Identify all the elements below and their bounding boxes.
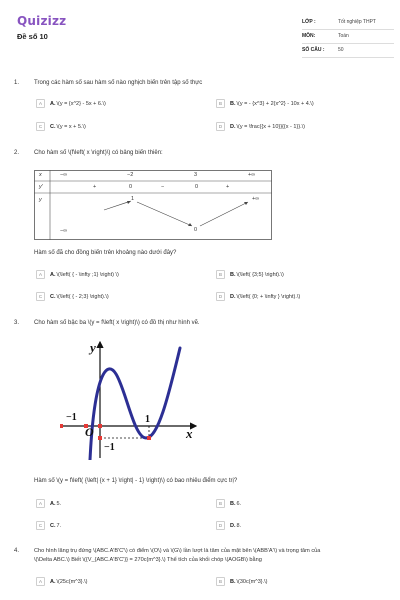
meta-key: SỐ CÂU :	[302, 47, 325, 53]
option-box: B	[216, 499, 225, 508]
option-text: \(y = x + 5.\)	[56, 123, 86, 130]
table-x-value: +∞	[248, 172, 256, 178]
option-d[interactable]	[216, 120, 305, 133]
option-b[interactable]	[216, 268, 284, 281]
option-label: A.	[50, 271, 56, 278]
option-text: \(\left( {0; + \infty } \right).\)	[236, 293, 301, 300]
table-y-min: 0	[194, 227, 198, 233]
exam-meta	[302, 16, 394, 58]
option-box: A	[36, 499, 45, 508]
option-b[interactable]	[216, 497, 241, 510]
cubic-graph-svg	[60, 338, 200, 460]
option-d[interactable]	[216, 290, 300, 303]
option-box: D	[216, 521, 225, 530]
meta-row-count	[302, 44, 394, 58]
option-c[interactable]	[36, 120, 86, 133]
option-text: \(\left( { - \infty ;1} \right) \)	[56, 271, 119, 278]
option-box: A	[36, 270, 45, 279]
meta-row-class	[302, 16, 394, 30]
table-yprime-sign: −	[161, 184, 165, 190]
origin-label: O	[85, 425, 94, 439]
meta-key: MÔN:	[302, 33, 316, 39]
option-a[interactable]	[36, 575, 88, 588]
table-yprime-zero: 0	[195, 184, 199, 190]
option-box: D	[216, 122, 225, 131]
option-text: 5.	[56, 500, 62, 507]
option-text: \(y = \frac{{x + 10}}{{x - 1}}.\)	[236, 123, 305, 130]
option-a[interactable]	[36, 268, 119, 281]
option-label: D.	[230, 123, 236, 130]
question-text: Trong các hàm số sau hàm số nào nghịch biến trên tập số thực	[34, 80, 203, 86]
table-y-plus-inf: +∞	[252, 196, 260, 202]
option-box: A	[36, 99, 45, 108]
table-yprime-sign: +	[93, 184, 97, 190]
option-text: 6.	[236, 500, 242, 507]
option-text: 7.	[56, 522, 62, 529]
variation-table	[34, 170, 272, 240]
question-text-line2: \(\Delta ABC.\) Biết \({V_{ABC.A'B'C'}} = 270c{m^3}.\) Thể tích của khối chóp \(AOGB\) bằng	[34, 557, 262, 563]
meta-value: Tốt nghiệp THPT	[338, 19, 376, 25]
meta-value: 50	[338, 47, 344, 53]
meta-row-subject	[302, 30, 394, 44]
option-c[interactable]	[36, 519, 61, 532]
option-box: B	[216, 99, 225, 108]
option-box: C	[36, 122, 45, 131]
option-box: C	[36, 521, 45, 530]
meta-key: LỚP :	[302, 19, 316, 25]
option-box: D	[216, 292, 225, 301]
y-axis-label: y	[90, 340, 96, 355]
option-label: A.	[50, 100, 56, 107]
option-label: C.	[50, 522, 56, 529]
option-label: D.	[230, 522, 236, 529]
option-box: B	[216, 270, 225, 279]
cubic-graph	[60, 338, 200, 460]
option-box: B	[216, 577, 225, 586]
exam-title: Đề số 10	[17, 32, 48, 41]
question-text: Cho hàm số bậc ba \(y = f\left( x \right)\) có đồ thị như hình vẽ.	[34, 320, 200, 326]
table-row-label-x: x	[39, 172, 42, 178]
one-label: 1	[145, 414, 150, 425]
question-number: 2.	[14, 150, 20, 156]
option-label: A.	[50, 500, 56, 507]
question-text: Cho hình lăng trụ đứng \(ABC.A'B'C'\) có điểm \(O\) và \(G\) lần lượt là tâm của mặt bên \(ABB'A'\) và trọng tâm của	[34, 548, 321, 554]
option-text: \(y = - {x^3} + 2{x^2} - 10x + 4.\)	[236, 100, 314, 107]
option-c[interactable]	[36, 290, 109, 303]
question-subtext: Hàm số \(y = f\left( {\left| {x + 1} \right| - 1} \right)\) có bao nhiêu điểm cực trị?	[34, 478, 238, 484]
option-label: D.	[230, 293, 236, 300]
table-x-value: 3	[194, 172, 198, 178]
table-x-value: −∞	[60, 172, 68, 178]
option-b[interactable]	[216, 97, 314, 110]
meta-value: Toán	[338, 33, 349, 39]
table-x-value: −2	[127, 172, 134, 178]
option-box: A	[36, 577, 45, 586]
option-label: A.	[50, 578, 56, 585]
option-text: \(y = {x^2} - 5x + 6.\)	[56, 100, 106, 107]
x-axis-label: x	[186, 426, 193, 441]
neg-one-x-label: −1	[66, 412, 77, 423]
option-box: C	[36, 292, 45, 301]
table-row-label-y: y	[39, 197, 42, 203]
question-number: 1.	[14, 80, 20, 86]
question-number: 4.	[14, 548, 20, 554]
option-label: B.	[230, 100, 236, 107]
table-yprime-zero: 0	[129, 184, 133, 190]
variation-table-lines	[34, 170, 272, 240]
table-yprime-sign: +	[226, 184, 230, 190]
question-subtext: Hàm số đã cho đồng biến trên khoảng nào dưới đây?	[34, 250, 177, 256]
table-y-max: 1	[131, 196, 135, 202]
option-label: B.	[230, 500, 236, 507]
question-text: Cho hàm số \(f\left( x \right)\) có bảng biến thiên:	[34, 150, 163, 156]
option-b[interactable]	[216, 575, 268, 588]
option-d[interactable]	[216, 519, 241, 532]
option-label: B.	[230, 578, 236, 585]
option-text: \(\left( { - 2;3} \right).\)	[56, 293, 109, 300]
option-label: C.	[50, 123, 56, 130]
option-a[interactable]	[36, 97, 106, 110]
option-text: \(\left( {3;5} \right).\)	[236, 271, 284, 278]
option-label: B.	[230, 271, 236, 278]
question-number: 3.	[14, 320, 20, 326]
option-a[interactable]	[36, 497, 61, 510]
option-text: \(30c{m^3}.\)	[236, 578, 268, 585]
table-y-minus-inf: −∞	[60, 228, 68, 234]
option-text: \(25c{m^3}.\)	[56, 578, 88, 585]
quizizz-logo: Quizizz	[17, 14, 67, 28]
neg-one-y-label: −1	[104, 442, 115, 453]
table-row-label-yprime: y'	[39, 184, 43, 190]
option-text: 8.	[236, 522, 242, 529]
option-label: C.	[50, 293, 56, 300]
